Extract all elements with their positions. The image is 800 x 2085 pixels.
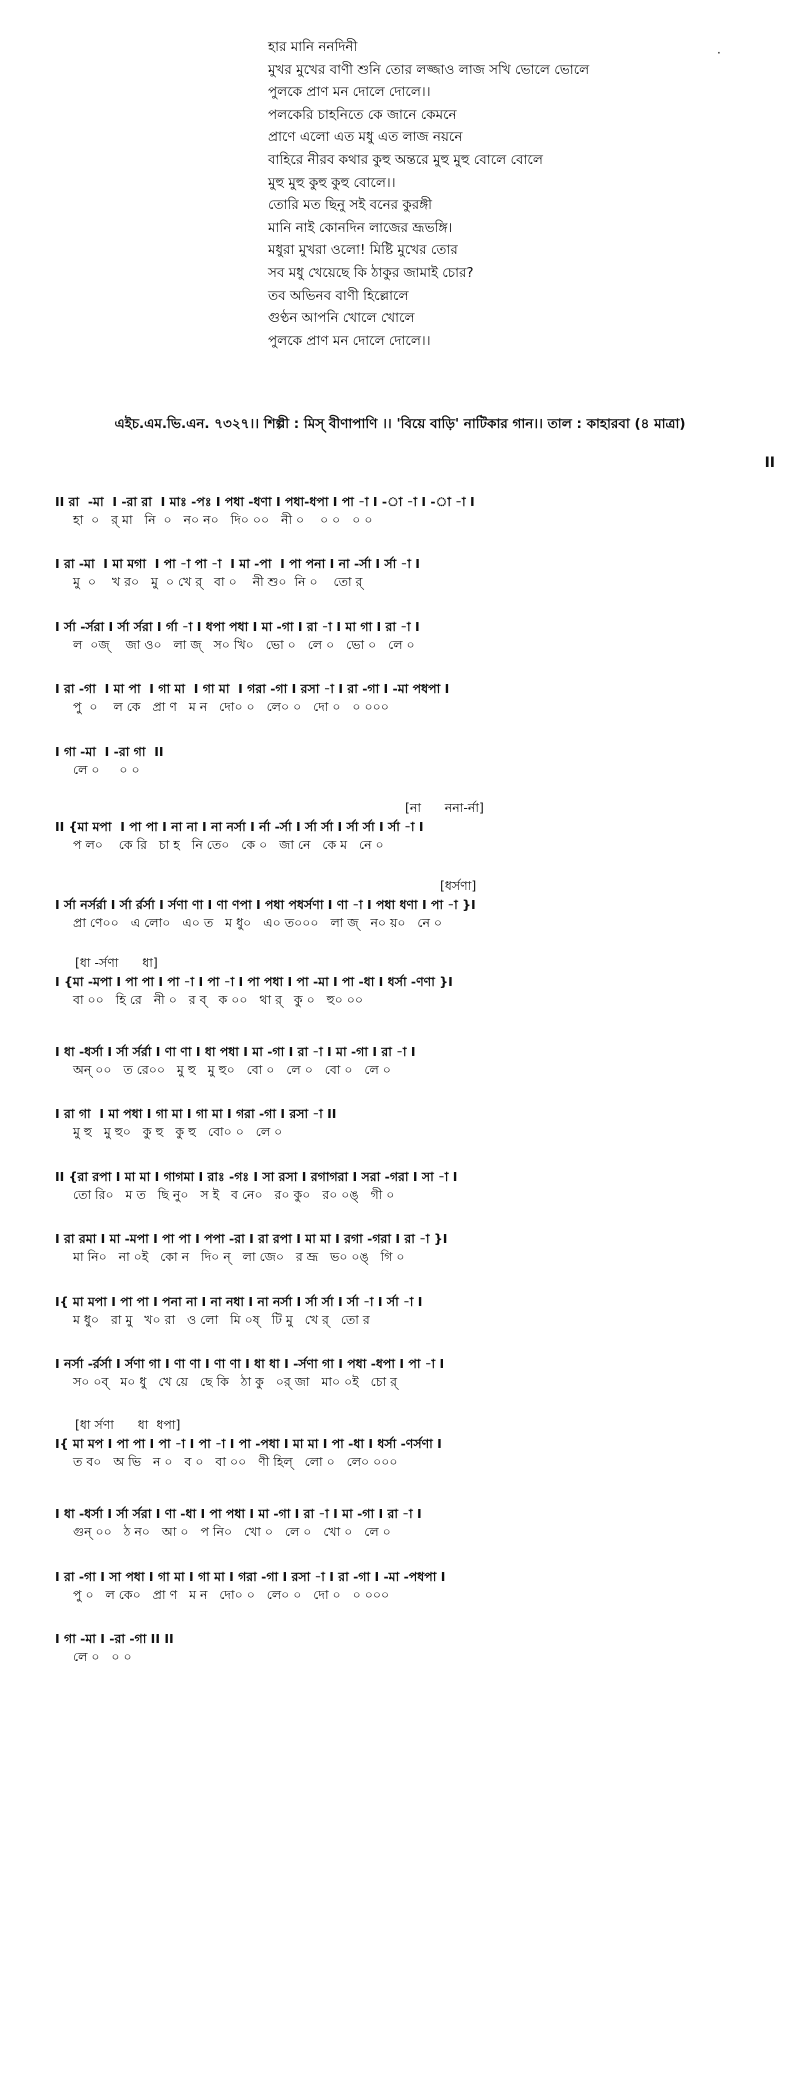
syllable-row: পু ০ ল কে০ প্রা ণ ম ন দো০ ০ লে০ ০ দো ০ ০ ০০০ <box>73 1587 390 1602</box>
notation-block <box>55 618 775 654</box>
lyric-line: পুলকে প্রাণ মন দোলে দোলে।। <box>268 332 431 349</box>
syllable-row: ল ০জ্ জা ও০ লা জ্ স০ খি০ ভো ০ লে ০ ভো ০ লে ০ <box>73 637 415 652</box>
syllable-row: মু ০ খ র০ মু ০ খে র্ বা ০ নী শু০ নি ০ তো র্ <box>73 574 363 589</box>
notation-block <box>55 955 775 1009</box>
notation-annotation: [ধর্সণা] <box>440 878 477 893</box>
song-lyrics <box>268 36 589 352</box>
syllable-row: ত ব০ অ ভি ন ০ ব ০ বা ০০ ণী হিল্ লো ০ লে০ ০০০ <box>73 1454 398 1469</box>
notation-block <box>55 555 775 591</box>
double-bar-mark: II <box>764 455 775 471</box>
record-caption: এইচ.এম.ভি.এন. ৭৩২৭।। শিল্পী : মিস্‌ বীণাপাণি ।। 'বিয়ে বাড়ি' নাটিকার গান।। তাল : কাহারবা (৪ মাত্রা) <box>114 416 686 432</box>
lyric-line: তব অভিনব বাণী হিল্লোলে <box>268 287 409 304</box>
notation-block <box>55 1105 775 1141</box>
swara-row: II রা -মা I -রা রা I মাঃ -পঃ I পধা -ধণা I পধা-ধপা I পা -া I -া -া I -া -া I <box>55 494 475 509</box>
notation-block <box>55 1043 775 1079</box>
notation-block <box>55 743 775 779</box>
swara-row: II {রা রপা I মা মা I গাগমা I রাঃ -গঃ I সা রসা I রগাগরা I সরা -গরা I সা -া I <box>55 1169 458 1184</box>
notation-block <box>55 1230 775 1266</box>
notation-annotation: [ধা র্সণা ধা ধপা] <box>75 1417 181 1432</box>
swara-row: I র্সা নর্সর্রা I র্সা র্রর্সা I র্সণা ণা I ণা ণপা I পধা পধর্সণা I ণা -া I পধা ধণা I পা -া }I <box>55 897 476 912</box>
syllable-row: পু ০ ল কে প্রা ণ ম ন দো০ ০ লে০ ০ দো ০ ০ ০০০ <box>73 699 389 714</box>
swara-row: I ধা -ধর্সা I র্সা র্সরা I ণা -ধা I পা পধা I মা -গা I রা -া I মা -গা I রা -া I <box>55 1506 422 1521</box>
syllable-row: স০ ০ব্ ম০ ধু খে য়ে ছে কি ঠা কু ০র্ জা মা০ ০ই চো র্ <box>73 1374 397 1389</box>
swara-row: I রা -গা I মা পা I গা মা I গা মা I গরা -গা I রসা -া I রা -গা I -মা পধপা I <box>55 681 450 696</box>
notation-block <box>55 1568 775 1604</box>
syllable-row: হা ০ র্ মা নি ০ ন০ ন০ দি০ ০০ নী ০ ০ ০ ০ ০ <box>73 512 373 527</box>
syllable-row: ম ধু০ রা মু খ০ রা ও লো মি ০ষ্ টি মু খে র্ তো র <box>73 1312 370 1327</box>
swara-row: I গা -মা I -রা -গা II II <box>55 1631 174 1646</box>
swara-row: I রা -মা I মা মগা I পা -া পা -া I মা -পা I পা পনা I না -র্সা I র্সা -া I <box>55 556 420 571</box>
syllable-row: বা ০০ হি রে নী ০ র ব্ ক ০০ থা র্ কু ০ হু০ ০০ <box>73 992 363 1007</box>
syllable-row: তো রি০ ম ত ছি নু০ স ই ব নে০ র০ কু০ র০ ০ঙ্ গী ০ <box>73 1187 395 1202</box>
notation-block <box>55 800 775 854</box>
notation-block <box>55 1505 775 1541</box>
notation-annotation: [না ননা-র্না] <box>405 800 484 815</box>
swara-row: I রা রমা I মা -মপা I পা পা I পপা -রা I রা রপা I মা মা I রগা -গরা I রা -া }I <box>55 1231 448 1246</box>
lyric-line: পুলকে প্রাণ মন দোলে দোলে।। <box>268 84 431 101</box>
notation-block <box>55 878 775 932</box>
swara-row: I{ মা মপ I পা পা I পা -া I পা -া I পা -পধা I মা মা I পা -ধা I ধর্সা -ণর্সণা I <box>55 1436 442 1451</box>
lyric-line: হার মানি ননদিনী <box>268 39 358 55</box>
swara-row: I রা গা I মা পধা I গা মা I গা মা I গরা -গা I রসা -া II <box>55 1106 337 1121</box>
lyric-line: প্রাণে এলো এত মধু এত লাজ নয়নে <box>268 129 463 146</box>
notation-block <box>55 1417 775 1471</box>
syllable-row: লে ০ ০ ০ <box>73 1649 132 1664</box>
notation-annotation: [ধা -র্সণা ধা] <box>75 955 158 970</box>
swara-row: I গা -মা I -রা গা II <box>55 744 164 759</box>
swara-row: I রা -গা I সা পধা I গা মা I গা মা I গরা -গা I রসা -া I রা -গা I -মা -পধপা I <box>55 1569 446 1584</box>
swara-row: I {মা -মপা I পা পা I পা -া I পা -া I পা পধা I পা -মা I পা -ধা I ধর্সা -ণণা }I <box>55 974 453 989</box>
notation-block <box>55 1293 775 1329</box>
syllable-row: প্রা ণে০০ এ লো০ এ০ ত ম ধু০ এ০ ত০০০ লা জ্ ন০ য়০ নে ০ <box>73 915 443 930</box>
lyric-line: গুণ্ঠন আপনি খোলে খোলে <box>268 310 415 327</box>
syllable-row: প ল০ কে রি চা হ নি তে০ কে ০ জা নে কে ম নে ০ <box>73 837 384 852</box>
swara-row: I নর্সা -র্রর্সা I র্সণা গা I ণা ণা I ণা ণা I ধা ধা I -র্সণা গা I পধা -ধপা I পা -া I <box>55 1356 445 1371</box>
lyric-line: সব মধু খেয়েছে কি ঠাকুর জামাই চোর? <box>268 264 474 281</box>
lyric-line: মুহু মুহু কুহু কুহু বোলে।। <box>268 174 396 191</box>
syllable-row: লে ০ ০ ০ <box>73 762 140 777</box>
swara-row: II {মা মপা I পা পা I না না I না নর্সা I র্না -র্সা I র্সা র্সা I র্সা র্সা I র্সা -া I <box>55 819 424 834</box>
lyric-line: বাহিরে নীরব কথার কুহু অন্তরে মুহু মুহু বোলে বোলে <box>268 151 543 168</box>
corner-mark: · <box>717 46 721 60</box>
notation-block <box>55 1355 775 1391</box>
lyric-line: মানি নাই কোনদিন লাজের ভ্রূভঙ্গি। <box>268 219 453 236</box>
lyric-line: তোরি মত ছিনু সই বনের কুরঙ্গী <box>268 197 433 214</box>
notation-block <box>55 493 775 529</box>
lyric-line: মধুরা মুখরা ওলো! মিষ্টি মুখের তোর <box>268 242 458 259</box>
syllable-row: মা নি০ না ০ই কো ন দি০ ন্ লা জে০ র ভ্রূ ভ০ ০ঙ্ গি ০ <box>73 1249 405 1264</box>
swara-row: I{ মা মপা I পা পা I পনা না I না নধা I না নর্সা I র্সা র্সা I র্সা -া I র্সা -া I <box>55 1294 423 1309</box>
notation-block <box>55 1168 775 1204</box>
syllable-row: মু হু মু হু০ কু হু কু হু বো০ ০ লে ০ <box>73 1124 283 1139</box>
notation-block <box>55 1630 775 1666</box>
lyric-line: মুখর মুখের বাণী শুনি তোর লজ্জাও লাজ সখি ভোলে ভোলে <box>268 61 590 78</box>
notation-block <box>55 680 775 716</box>
syllable-row: গুন্ ০০ ঠ ন০ আ ০ প নি০ খো ০ লে ০ খো ০ লে ০ <box>73 1524 391 1539</box>
syllable-row: অন্ ০০ ত রে০০ মু হু মু হু০ বো ০ লে ০ বো ০ লে ০ <box>73 1062 391 1077</box>
swara-row: I ধা -ধর্সা I র্সা র্সর্রা I ণা ণা I ধা পধা I মা -গা I রা -া I মা -গা I রা -া I <box>55 1044 416 1059</box>
lyric-line: পলকেরি চাহনিতে কে জানে কেমনে <box>268 106 457 123</box>
swara-row: I র্সা -র্সরা I র্সা র্সরা I র্গা -া I ধপা পধা I মা -গা I রা -া I মা গা I রা -া I <box>55 619 420 634</box>
